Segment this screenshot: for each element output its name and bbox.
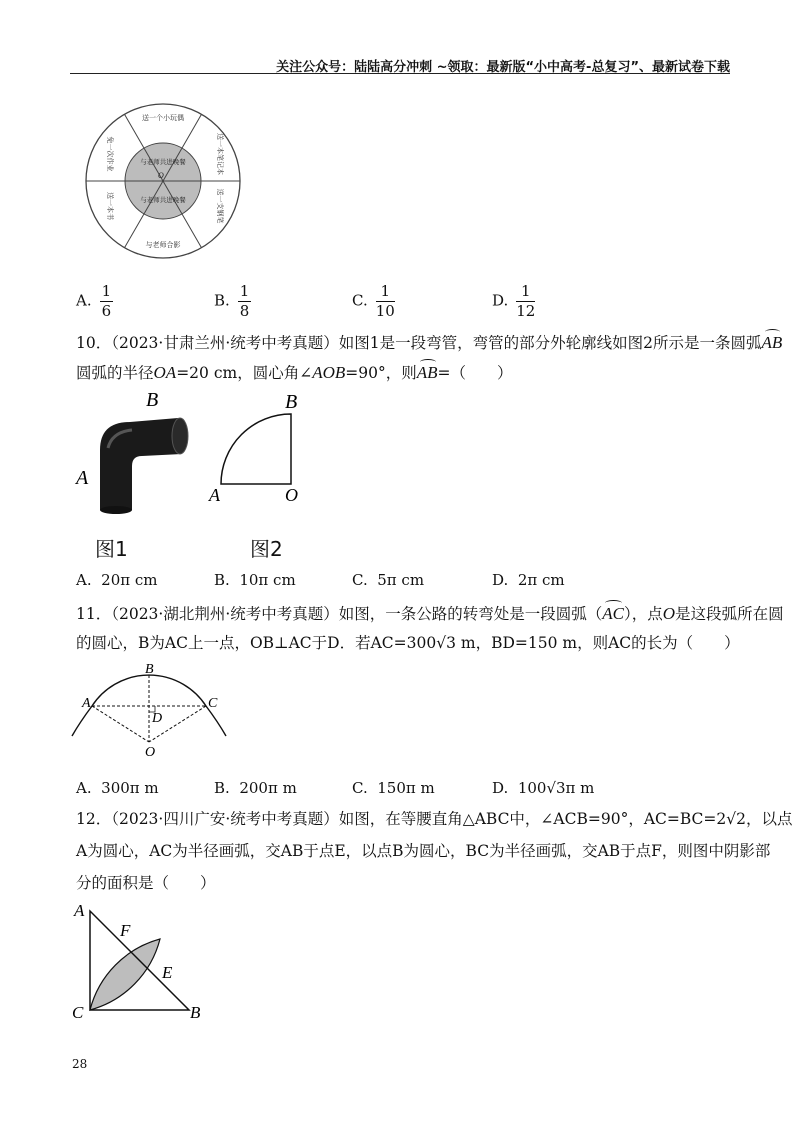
option-a[interactable]: A. 20π cm — [76, 571, 158, 589]
option-d[interactable]: D. $\frac{1}{12}$ — [492, 282, 536, 320]
option-b[interactable]: B. 200π m — [214, 779, 297, 797]
prize-wheel-figure — [78, 96, 248, 266]
svg-text:B: B — [190, 1003, 201, 1022]
wheel-center-label: O — [158, 171, 164, 180]
wheel-sector-label: 免一次作业 — [106, 136, 114, 172]
svg-text:C: C — [72, 1003, 84, 1022]
page-header: 关注公众号：陆陆高分冲刺 ~领取：最新版“小中高考-总复习”、最新试卷下载 — [276, 60, 730, 75]
q10-stem-line1: 10．（2023·甘肃兰州·统考中考真题）如图1是一段弯管，弯管的部分外轮廓线如图2所示是一条圆弧AB — [76, 333, 783, 352]
fraction: $\frac{1}{6}$ — [101, 282, 112, 320]
fraction: $\frac{1}{12}$ — [516, 282, 536, 320]
wheel-inner-label: 与老师共进晚餐 — [140, 159, 186, 166]
svg-text:F: F — [120, 921, 131, 940]
svg-text:D: D — [152, 711, 163, 726]
wheel-sector-label: 送一本书 — [106, 192, 114, 220]
figure-1-caption: 图1 — [95, 537, 128, 561]
wheel-sector-label: 送一支钢笔 — [216, 188, 224, 224]
option-a[interactable]: A. $\frac{1}{6}$ — [76, 282, 112, 320]
header-rule — [70, 73, 730, 74]
q10-stem-line2: 圆弧的半径OA=20 cm，圆心角∠AOB=90°，则AB=（ ） — [76, 363, 513, 382]
bent-pipe-figure — [70, 388, 210, 518]
fraction: $\frac{1}{10}$ — [375, 282, 395, 320]
svg-text:E: E — [162, 963, 173, 982]
option-c[interactable]: C. 150π m — [352, 779, 435, 797]
svg-text:A: A — [74, 901, 85, 920]
q12-stem-line2: A为圆心，AC为半径画弧，交AB于点E，以点B为圆心，BC为半径画弧，交AB于点F，则图中阴影部 — [76, 842, 771, 860]
wheel-inner-label: 与老师共进晚餐 — [140, 197, 186, 204]
q12-stem-line1: 12．（2023·四川广安·统考中考真题）如图，在等腰直角△ABC中，∠ACB=90°，AC=BC=2√2，以点 — [76, 810, 793, 828]
svg-text:C: C — [208, 696, 218, 711]
svg-text:B: B — [146, 389, 159, 411]
option-a[interactable]: A. 300π m — [76, 779, 159, 797]
figure-2-caption: 图2 — [250, 537, 283, 561]
wheel-sector-label: 与老师合影 — [145, 241, 181, 249]
road-curve-figure — [70, 660, 240, 760]
option-b[interactable]: B. $\frac{1}{8}$ — [214, 282, 250, 320]
svg-text:A: A — [76, 467, 89, 489]
svg-text:B: B — [145, 662, 154, 677]
option-c[interactable]: C. $\frac{1}{10}$ — [352, 282, 395, 320]
fraction: $\frac{1}{8}$ — [239, 282, 250, 320]
svg-text:A: A — [209, 485, 220, 505]
option-d[interactable]: D. 2π cm — [492, 571, 565, 589]
page-number: 28 — [72, 1057, 88, 1071]
svg-text:B: B — [285, 391, 298, 413]
option-b[interactable]: B. 10π cm — [214, 571, 296, 589]
q12-stem-line3: 分的面积是（ ） — [76, 874, 216, 892]
svg-text:O: O — [145, 745, 156, 760]
q11-stem-line1: 11．（2023·湖北荆州·统考中考真题）如图，一条公路的转弯处是一段圆弧（AC），点O是这段弧所在圆 — [76, 604, 784, 623]
svg-text:A: A — [82, 696, 91, 711]
isosceles-triangle-figure — [68, 898, 218, 1028]
wheel-sector-label: 送一个小玩偶 — [142, 114, 184, 122]
arc-ab-figure — [205, 388, 325, 508]
option-c[interactable]: C. 5π cm — [352, 571, 425, 589]
wheel-sector-label: 送一本笔记本 — [216, 133, 224, 175]
svg-text:O: O — [285, 485, 298, 505]
q11-stem-line2: 的圆心，B为AC上一点，OB⊥AC于D．若AC=300√3 m，BD=150 m，则AC的长为（ ） — [76, 634, 740, 652]
option-d[interactable]: D. 100√3π m — [492, 779, 595, 797]
